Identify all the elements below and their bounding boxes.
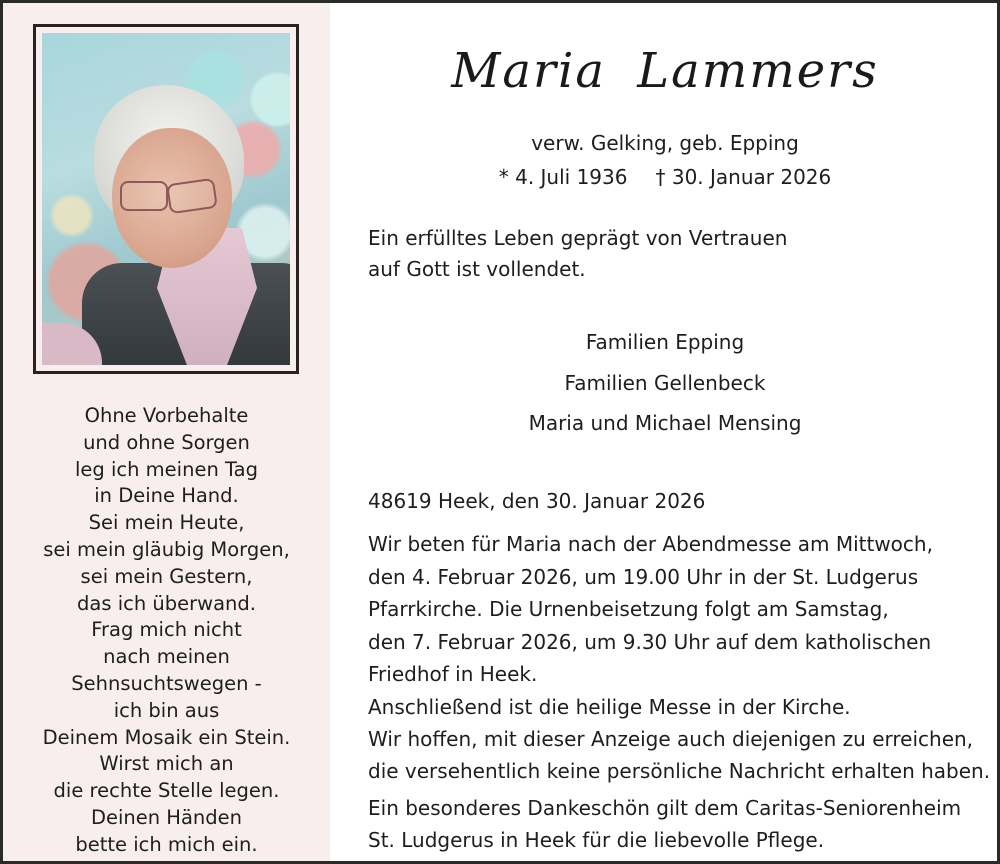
photo-frame [33, 24, 299, 374]
verse-line: auf Gott ist vollendet. [368, 257, 586, 281]
deceased-name: Maria Lammers [451, 43, 879, 99]
poem-line: und ohne Sorgen [83, 430, 250, 454]
right-panel [330, 3, 1000, 861]
poem-line: Sei mein Heute, [88, 511, 245, 535]
verse-line: Ein erfülltes Leben geprägt von Vertrauen [368, 226, 788, 250]
mourner-1: Familien Epping [585, 330, 745, 354]
poem-line: Wirst mich an [99, 752, 234, 776]
poem-line: Sehnsuchtswegen - [71, 671, 262, 695]
poem [3, 403, 330, 859]
service-info [368, 528, 988, 723]
mourner-2: Familien Gellenbeck [564, 371, 766, 395]
poem-line: bette ich mich ein. [75, 832, 258, 856]
birth-date: * 4. Juli 1936 [498, 165, 628, 189]
name-subtitle: verw. Gelking, geb. Epping [531, 131, 799, 155]
poem-line: Frag mich nicht [91, 618, 242, 642]
life-dates [330, 165, 1000, 189]
death-date: † 30. Januar 2026 [655, 165, 832, 189]
service-line: den 7. Februar 2026, um 9.30 Uhr auf dem katholischen [368, 629, 932, 654]
mourner-3: Maria und Michael Mensing [528, 411, 802, 435]
verse [368, 223, 988, 285]
poem-line: Deinen Händen [90, 805, 243, 829]
poem-line: sei mein gläubig Morgen, [43, 537, 290, 561]
poem-line: sei mein Gestern, [80, 564, 253, 588]
thanks-line: St. Ludgerus in Heek für die liebevolle Pflege. [368, 828, 825, 852]
poem-line: Ohne Vorbehalte [84, 404, 249, 427]
poem-line: leg ich meinen Tag [74, 457, 259, 481]
poem-line: Deinem Mosaik ein Stein. [42, 725, 291, 749]
poem-line: in Deine Hand. [94, 484, 239, 508]
photo-glasses [120, 181, 168, 211]
left-panel [3, 3, 330, 861]
service-line: Friedhof in Heek. [368, 662, 538, 686]
thanks-line: Ein besonderes Dankeschön gilt dem Caritas-Seniorenheim [368, 796, 962, 820]
hope-line: Wir hoffen, mit dieser Anzeige auch diejenigen zu erreichen, [368, 727, 974, 751]
hope-note [368, 723, 991, 787]
poem-line: die rechte Stelle legen. [53, 779, 280, 803]
portrait-photo [42, 33, 290, 365]
place-date: 48619 Heek, den 30. Januar 2026 [368, 489, 706, 513]
poem-line: das ich überwand. [77, 591, 256, 615]
thanks-note [368, 792, 988, 856]
service-line: Anschließend ist die heilige Messe in der Kirche. [368, 694, 851, 719]
poem-line: nach meinen [103, 645, 230, 669]
service-line: Wir beten für Maria nach der Abendmesse am Mittwoch, [368, 532, 933, 556]
poem-line: ich bin aus [113, 698, 220, 722]
service-line: Pfarrkirche. Die Urnenbeisetzung folgt am Samstag, [368, 597, 889, 621]
service-line: den 4. Februar 2026, um 19.00 Uhr in der St. Ludgerus [368, 564, 919, 589]
hope-line: die versehentlich keine persönliche Nachricht erhalten haben. [368, 759, 991, 783]
